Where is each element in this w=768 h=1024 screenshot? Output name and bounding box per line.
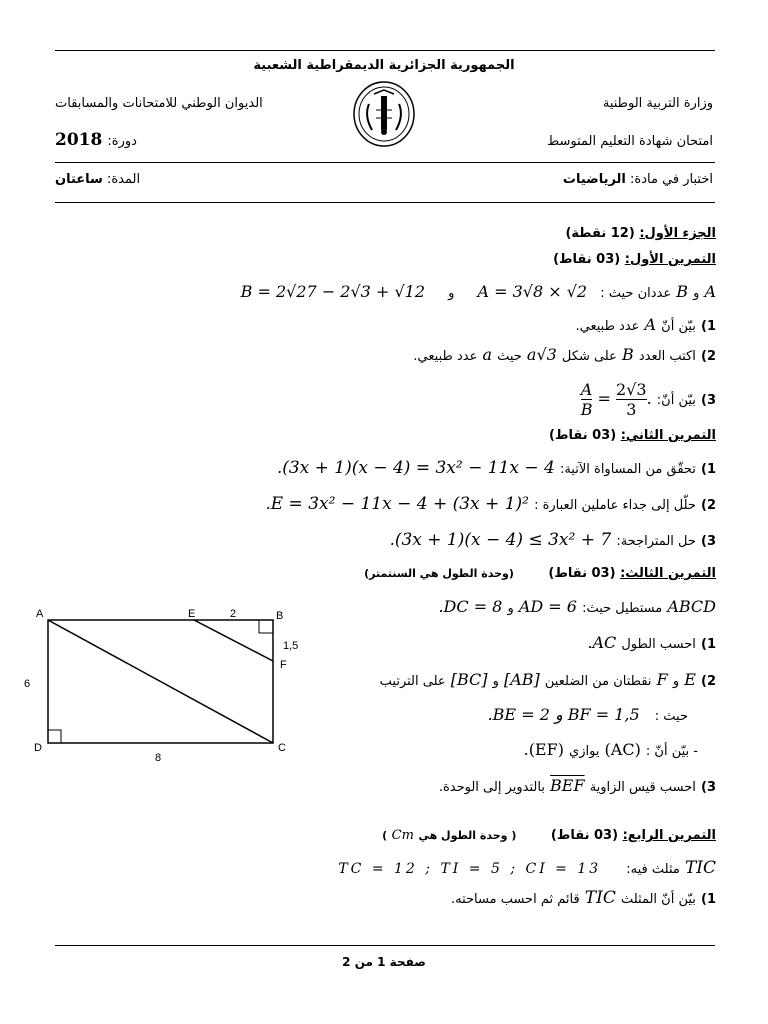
right-angle-D — [48, 730, 61, 743]
ex1-title: التمرين الأول: — [624, 252, 716, 267]
part1-heading — [565, 226, 716, 241]
national-emblem — [352, 80, 416, 148]
ex4-heading: التمرين الرابع: (03 نقاط) ( وحدة الطول هي Cm ) — [382, 828, 716, 843]
footer-rule — [55, 945, 715, 946]
duration-label: المدة: — [106, 172, 141, 187]
ex1-fraction: $\frac{A}{B}$ = $\frac{2√3}{3}$ . — [580, 380, 652, 419]
ex1-q1: 1) بيّن أنّ A عدد طبيعي. — [575, 315, 716, 334]
segment-EF — [194, 620, 273, 661]
ex1-A-def: A = 3√8 × √2 — [477, 282, 588, 301]
label-E: E — [188, 608, 196, 620]
office: الديوان الوطني للامتحانات والمسابقات — [55, 96, 263, 111]
duration-line — [55, 172, 255, 187]
ex4-q1: 1) بيّن أنّ المثلث TIC قائم ثم احسب مساحته. — [450, 888, 716, 908]
ministry: وزارة التربية الوطنية — [602, 96, 713, 111]
rectangle-figure — [18, 605, 318, 770]
ex2-q2: 2) حلّل إلى جداء عاملين العبارة : E = 3x² − 11x − 4 + (3x + 1)². — [265, 494, 716, 514]
subject-label: اختبار في مادة: — [630, 172, 713, 187]
session-label: دورة: — [107, 134, 137, 149]
ex2-q2-expr: E = 3x² − 11x − 4 + (3x + 1)² — [270, 494, 529, 514]
session — [55, 130, 205, 150]
ex3-q1: 1) احسب الطول AC . — [582, 633, 716, 652]
top-rule — [55, 50, 715, 51]
session-year: 2018 — [55, 130, 103, 150]
label-D: D — [34, 742, 42, 754]
ex2-heading — [549, 428, 716, 443]
diagonal-AC — [48, 620, 273, 743]
label-F: F — [280, 659, 287, 671]
length-AD: 6 — [24, 678, 31, 690]
length-EB: 2 — [230, 608, 237, 620]
ex3-unit-note: (وحدة الطول هي السنتمتر) — [364, 567, 514, 580]
ex4-lengths: TC = 12 ; TI = 5 ; CI = 13 — [338, 861, 602, 877]
ex1-intro-text: عددان حيث : — [600, 286, 672, 301]
page-number: صفحة 1 من 2 — [342, 955, 426, 969]
ex3-heading — [364, 566, 716, 581]
ex1-points: (03 نقاط) — [553, 252, 621, 267]
ex4-unit-note: ( وحدة الطول هي — [418, 829, 517, 842]
ex2-q3-expr: (3x + 1)(x − 4) ≤ 3x² + 7 — [394, 530, 612, 550]
republic-title: الجمهورية الجزائرية الديمقراطية الشعبية — [253, 58, 515, 73]
ex1-B-def: B = 2√27 − 2√3 + √12 — [240, 282, 425, 301]
ex3-points: (03 نقاط) — [548, 566, 616, 581]
subject-line — [413, 172, 713, 187]
ex2-q3: 3) حل المتراجحة: (3x + 1)(x − 4) ≤ 3x² + 7. — [389, 530, 716, 550]
ex3-q2: 2) E و F نقطتان من الضلعين [AB] و [BC] على الترتيب — [379, 670, 716, 689]
length-DC: 8 — [155, 752, 162, 764]
ex3-q2-where: حيث : BE = 2 و BF = 1,5 . — [482, 705, 688, 724]
right-angle-B — [259, 620, 273, 633]
header-bottom-rule — [55, 202, 715, 203]
ex3-q2-show: - بيّن أنّ : (AC) يوازي (EF). — [523, 740, 698, 759]
ex3-title: التمرين الثالث: — [620, 566, 716, 581]
exam-name: امتحان شهادة التعليم المتوسط — [547, 134, 713, 149]
ex1-intro: A و B عددان حيث : A = 3√8 × √2 و B = 2√27 − 2√3 + √12 — [240, 282, 716, 301]
part1-title: الجزء الأول: — [639, 226, 716, 241]
ex2-q1-expr: (3x + 1)(x − 4) = 3x² − 11x − 4 — [282, 458, 555, 478]
ex3-intro: ABCD مستطيل حيث: AD = 6 و DC = 8 . — [433, 597, 716, 616]
length-BF: 1,5 — [283, 640, 299, 652]
ex4-title: التمرين الرابع: — [622, 828, 716, 843]
part1-points: (12 نقطة) — [565, 226, 635, 241]
label-B: B — [276, 610, 284, 622]
subject: الرياضيات — [562, 172, 626, 187]
header-rule — [55, 162, 715, 163]
label-A: A — [36, 608, 44, 620]
duration: ساعتان — [55, 172, 103, 187]
ex2-q1: 1) تحقّق من المساواة الآتية: (3x + 1)(x − 4) = 3x² − 11x − 4. — [277, 458, 716, 478]
ex2-points: (03 نقاط) — [549, 428, 617, 443]
ex4-points: (03 نقاط) — [550, 828, 619, 843]
ex1-q3: 3) بيّن أنّ: $\frac{A}{B}$ = $\frac{2√3}{3}$ . — [580, 380, 716, 419]
ex1-q2: 2) اكتب العدد B على شكل a√3 حيث a عدد طبيعي. — [413, 345, 716, 364]
ex3-q3: 3) احسب قيس الزاوية $\overline{BEF}$ بالتدوير إلى الوحدة. — [438, 776, 716, 795]
label-C: C — [278, 742, 286, 754]
ex2-title: التمرين الثاني: — [620, 428, 716, 443]
ex4-unit: Cm — [391, 828, 414, 843]
ex1-heading — [553, 252, 716, 267]
ex4-intro: TIC مثلث فيه: TC = 12 ; TI = 5 ; CI = 13 — [338, 858, 716, 878]
